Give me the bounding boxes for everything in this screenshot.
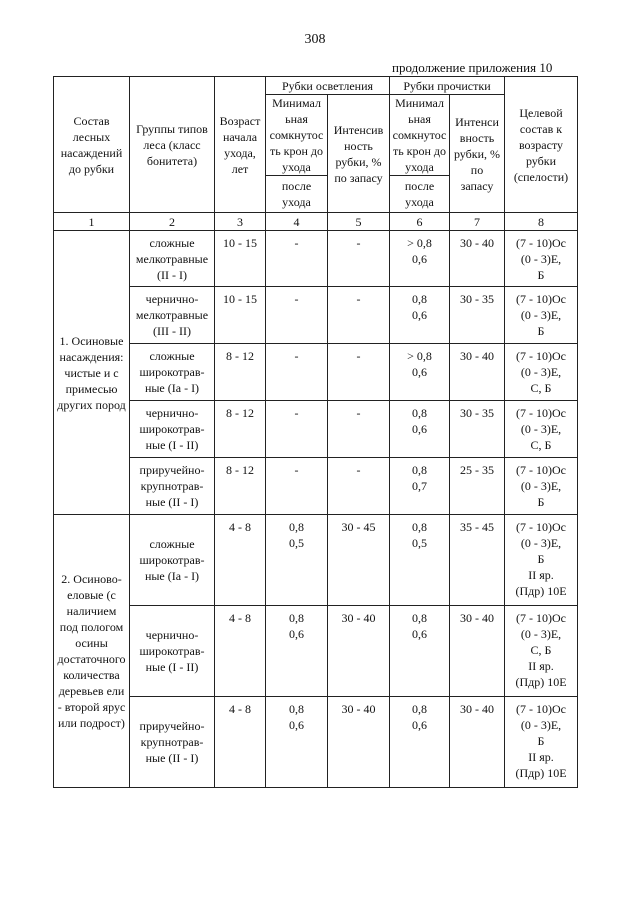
header-min-density-thinning: Минимал ьная сомкнутос ть крон до ухода [390, 95, 450, 176]
header-forest-groups: Группы типов леса (класс бонитета) [130, 77, 215, 213]
header-after-care-cleaning: после ухода [266, 176, 328, 213]
target-cell: (7 - 10)Ос (0 - 3)Е, С, Б II яр. (Пдр) 10Е [505, 606, 578, 697]
column-number: 5 [328, 213, 390, 231]
table-row [54, 458, 578, 515]
age-cell: 4 - 8 [215, 606, 266, 697]
target-cell: (7 - 10)Ос (0 - 3)Е, Б [505, 231, 578, 287]
age-cell: 4 - 8 [215, 515, 266, 606]
age-cell: 8 - 12 [215, 401, 266, 458]
page-number: 308 [304, 32, 326, 47]
column-number: 2 [130, 213, 215, 231]
target-cell: (7 - 10)Ос (0 - 3)Е, Б [505, 458, 578, 515]
table-row [54, 231, 578, 287]
age-cell: 8 - 12 [215, 458, 266, 515]
target-cell: (7 - 10)Ос (0 - 3)Е, С, Б [505, 401, 578, 458]
cell: 0,8 0,6 [390, 401, 450, 458]
cell: 30 - 40 [450, 606, 505, 697]
column-number: 8 [505, 213, 578, 231]
header-min-density-cleaning: Минимал ьная сомкнутос ть крон до ухода [266, 95, 328, 176]
cell: - [266, 231, 328, 287]
header-composition: Состав лесных насаждений до рубки [54, 77, 130, 213]
cell: 0,8 0,6 [390, 606, 450, 697]
target-cell: (7 - 10)Ос (0 - 3)Е, Б [505, 287, 578, 344]
cell: 25 - 35 [450, 458, 505, 515]
cell: - [328, 231, 390, 287]
table-row [54, 401, 578, 458]
cell: 0,8 0,6 [266, 697, 328, 788]
age-cell: 8 - 12 [215, 344, 266, 401]
cell: - [266, 344, 328, 401]
column-number: 7 [450, 213, 505, 231]
header-intensity-cleaning: Интенсив ность рубки, % по запасу [328, 95, 390, 213]
cell: - [328, 401, 390, 458]
group-name: 2. Осиново- еловые (с наличием под пологом осины достаточного количества деревьев ели - второй ярус или подрост) [54, 515, 130, 788]
cell: 0,8 0,7 [390, 458, 450, 515]
cell: 30 - 40 [450, 697, 505, 788]
target-cell: (7 - 10)Ос (0 - 3)Е, Б II яр. (Пдр) 10Е [505, 697, 578, 788]
cell: 30 - 45 [328, 515, 390, 606]
forest-type-cell: сложные широкотрав- ные (Iа - I) [130, 515, 215, 606]
cell: - [266, 458, 328, 515]
cell: - [266, 287, 328, 344]
cell: > 0,8 0,6 [390, 344, 450, 401]
cell: 30 - 35 [450, 287, 505, 344]
cell: - [328, 287, 390, 344]
header-intensity-thinning: Интенси вность рубки, % по запасу [450, 95, 505, 213]
forest-type-cell: чернично- широкотрав- ные (I - II) [130, 606, 215, 697]
table-row [54, 344, 578, 401]
cell: - [328, 344, 390, 401]
column-number-row [54, 213, 578, 231]
cell: 35 - 45 [450, 515, 505, 606]
table-row [54, 515, 578, 606]
age-cell: 10 - 15 [215, 231, 266, 287]
forest-type-cell: чернично- мелкотравные (III - II) [130, 287, 215, 344]
forest-type-cell: приручейно- крупнотрав- ные (II - I) [130, 697, 215, 788]
cell: > 0,8 0,6 [390, 231, 450, 287]
column-number: 1 [54, 213, 130, 231]
forest-type-cell: чернично- широкотрав- ные (I - II) [130, 401, 215, 458]
cell: 0,8 0,6 [390, 287, 450, 344]
header-after-care-thinning: после ухода [390, 176, 450, 213]
header-thinning: Рубки прочистки [390, 77, 505, 95]
cell: - [328, 458, 390, 515]
forest-type-cell: сложные мелкотравные (II - I) [130, 231, 215, 287]
forest-care-table [53, 76, 578, 788]
column-number: 4 [266, 213, 328, 231]
cell: 30 - 40 [450, 231, 505, 287]
header-target: Целевой состав к возрасту рубки (спелости) [505, 77, 578, 213]
cell: 0,8 0,5 [390, 515, 450, 606]
cell: - [266, 401, 328, 458]
column-number: 3 [215, 213, 266, 231]
table-row [54, 287, 578, 344]
target-cell: (7 - 10)Ос (0 - 3)Е, С, Б [505, 344, 578, 401]
continuation-note: продолжение приложения 10 [392, 60, 553, 75]
age-cell: 4 - 8 [215, 697, 266, 788]
cell: 0,8 0,5 [266, 515, 328, 606]
age-cell: 10 - 15 [215, 287, 266, 344]
header-start-age: Возраст начала ухода, лет [215, 77, 266, 213]
table-row [54, 606, 578, 697]
forest-type-cell: сложные широкотрав- ные (Iа - I) [130, 344, 215, 401]
cell: 30 - 40 [450, 344, 505, 401]
target-cell: (7 - 10)Ос (0 - 3)Е, Б II яр. (Пдр) 10Е [505, 515, 578, 606]
header-cleaning: Рубки осветления [266, 77, 390, 95]
table-row [54, 697, 578, 788]
forest-type-cell: приручейно- крупнотрав- ные (II - I) [130, 458, 215, 515]
cell: 0,8 0,6 [390, 697, 450, 788]
cell: 0,8 0,6 [266, 606, 328, 697]
cell: 30 - 40 [328, 606, 390, 697]
group-name: 1. Осиновые насаждения: чистые и с примесью других пород [54, 231, 130, 515]
cell: 30 - 40 [328, 697, 390, 788]
column-number: 6 [390, 213, 450, 231]
cell: 30 - 35 [450, 401, 505, 458]
